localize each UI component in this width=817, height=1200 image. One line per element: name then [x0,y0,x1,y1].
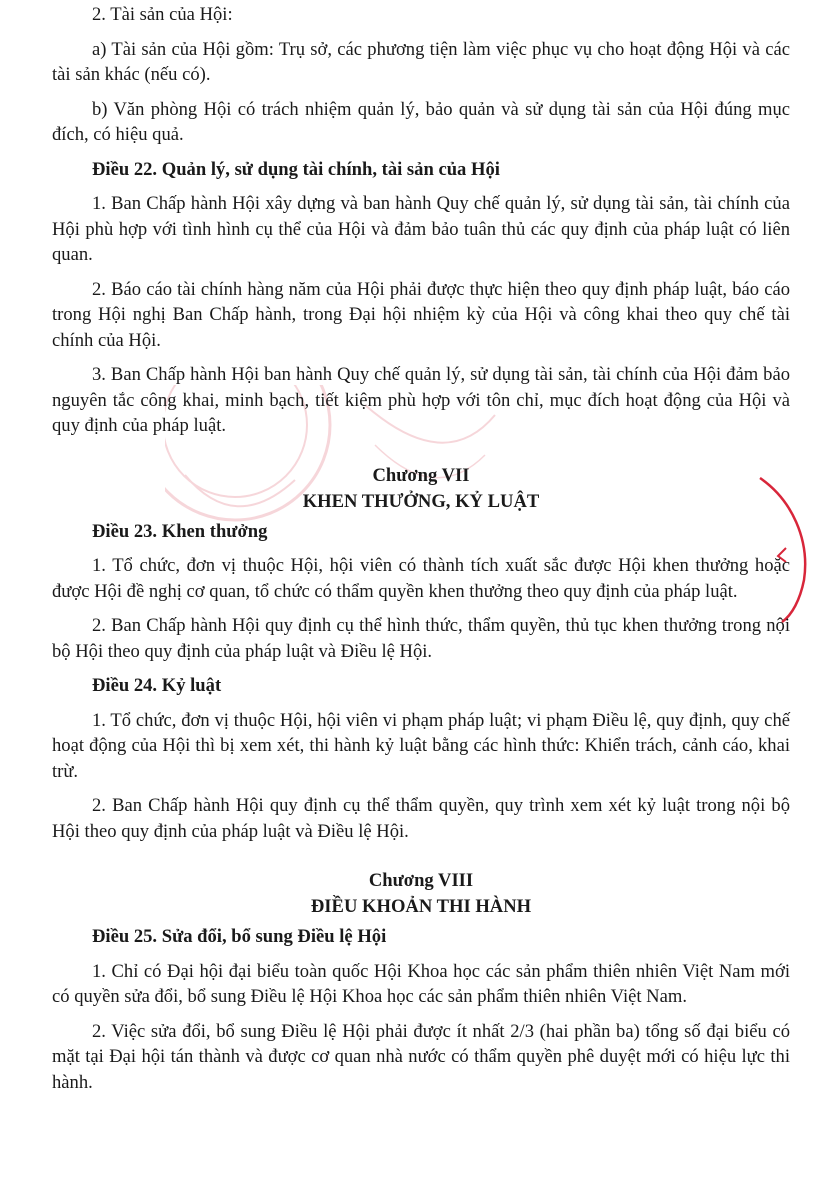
chapter-8-title: ĐIỀU KHOẢN THI HÀNH [310,896,532,917]
article-23-title: Điều 23. Khen thưởng [92,520,268,542]
article-25-clause-2: 2. Việc sửa đổi, bổ sung Điều lệ Hội phải được ít nhất 2/3 (hai phần ba) tổng số đại biểu có mặt tại Đại hội tán thành và được cơ quan nhà nước có thẩm quyền phê duyệt mới có hiệu lực thi hành. [52,1020,790,1093]
assets-item-a: a) Tài sản của Hội gồm: Trụ sở, các phương tiện làm việc phục vụ cho hoạt động Hội và các tài sản khác (nếu có). [52,38,790,85]
document-body [52,2,790,1104]
article-22-title: Điều 22. Quản lý, sử dụng tài chính, tài sản của Hội [92,158,500,180]
article-24-title: Điều 24. Kỷ luật [92,675,222,696]
chapter-8-label: Chương VIII [368,870,474,891]
article-22-clause-1: 1. Ban Chấp hành Hội xây dựng và ban hành Quy chế quản lý, sử dụng tài sản, tài chính của Hội phù hợp với tình hình cụ thể của Hội và đảm bảo tuân thủ các quy định của pháp luật có liên quan. [52,193,790,265]
article-24-clause-1: 1. Tổ chức, đơn vị thuộc Hội, hội viên vi phạm pháp luật; vi phạm Điều lệ, quy định, quy chế hoạt động của Hội thì bị xem xét, thi hành kỷ luật bằng các hình thức: Khiển trách, cảnh cáo, khai trừ. [52,709,790,782]
article-25-clause-1: 1. Chỉ có Đại hội đại biểu toàn quốc Hội Khoa học các sản phẩm thiên nhiên Việt Nam mới có quyền sửa đổi, bổ sung Điều lệ Hội Khoa học các sản phẩm thiên nhiên Việt Nam. [52,960,790,1007]
article-22-clause-2: 2. Báo cáo tài chính hàng năm của Hội phải được thực hiện theo quy định pháp luật, báo cáo trong Hội nghị Ban Chấp hành, trong Đại hội nhiệm kỳ của Hội và công khai theo quy chế tài chính của Hội. [52,278,790,351]
article-22-clause-3: 3. Ban Chấp hành Hội ban hành Quy chế quản lý, sử dụng tài sản, tài chính của Hội đảm bảo nguyên tắc công khai, minh bạch, tiết kiệm phù hợp với tôn chỉ, mục đích hoạt động của Hội và quy định của pháp luật. [52,364,790,436]
chapter-7-title: KHEN THƯỞNG, KỶ LUẬT [302,490,540,512]
article-24-clause-2: 2. Ban Chấp hành Hội quy định cụ thể thẩm quyền, quy trình xem xét kỷ luật trong nội bộ Hội theo quy định của pháp luật và Điều lệ Hội. [52,795,790,842]
chapter-7-heading [52,463,790,515]
article-23-clause-1: 1. Tổ chức, đơn vị thuộc Hội, hội viên có thành tích xuất sắc được Hội khen thưởng hoặc được Hội đề nghị cơ quan, tổ chức có thẩm quyền khen thưởng theo quy định của pháp luật. [52,555,790,602]
article-23-clause-2: 2. Ban Chấp hành Hội quy định cụ thể hình thức, thẩm quyền, thủ tục khen thưởng trong nội bộ Hội theo quy định của pháp luật và Điều lệ Hội. [52,615,790,662]
assets-item-b: b) Văn phòng Hội có trách nhiệm quản lý, bảo quản và sử dụng tài sản của Hội đúng mục đích, có hiệu quả. [52,98,790,145]
article-25-title: Điều 25. Sửa đổi, bổ sung Điều lệ Hội [92,926,387,947]
assets-heading: 2. Tài sản của Hội: [92,4,233,25]
chapter-7-label: Chương VII [372,464,470,486]
chapter-8-heading [52,868,790,920]
